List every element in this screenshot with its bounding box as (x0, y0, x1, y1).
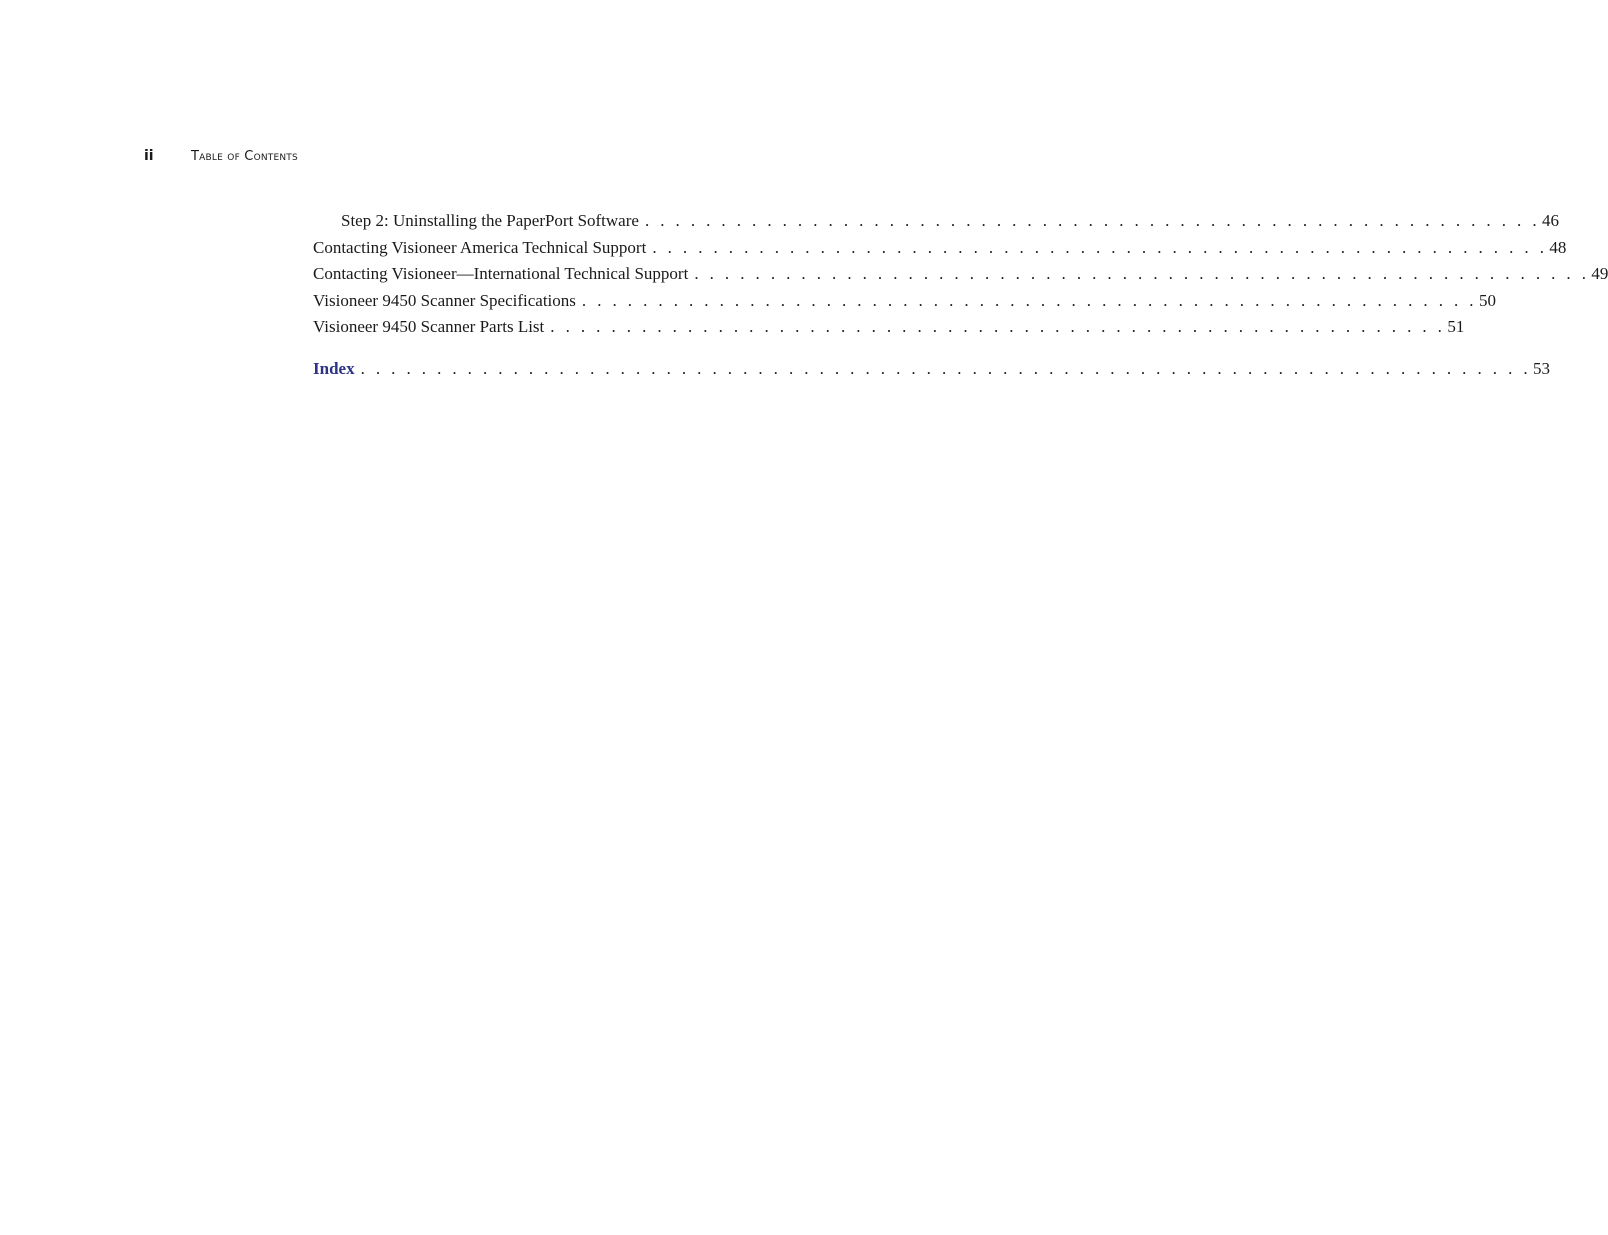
toc-dot-leader: . . . . . . . . . . . . . . . . . . . . . . . . . . . . . . . . . . . . . . . . . . . . . . . . . . . . . . . . . . . (694, 264, 1590, 284)
toc-entry-page: 51 (1447, 317, 1465, 337)
toc-entry-label: Visioneer 9450 Scanner Specifications (313, 290, 576, 310)
toc-entry-america-support[interactable] (313, 235, 1567, 262)
toc-entry-international-support[interactable] (313, 261, 1608, 288)
toc-dot-leader: . . . . . . . . . . . . . . . . . . . . . . . . . . . . . . . . . . . . . . . . . . . . . . . . . . . . . . . . . . . (581, 290, 1477, 310)
page-number: ii (144, 148, 154, 164)
toc-entry-page: 53 (1533, 358, 1551, 378)
toc-dot-leader: . . . . . . . . . . . . . . . . . . . . . . . . . . . . . . . . . . . . . . . . . . . . . . . . . . . . . . . . . . . (644, 211, 1540, 230)
toc-entry-label: Index (313, 358, 355, 378)
toc-dot-leader: . . . . . . . . . . . . . . . . . . . . . . . . . . . . . . . . . . . . . . . . . . . . . . . . . . . . . . . . . . . . . . . . . . . . . . . . . . . . . (360, 358, 1532, 378)
toc-dot-leader: . . . . . . . . . . . . . . . . . . . . . . . . . . . . . . . . . . . . . . . . . . . . . . . . . . . . . . . . . . . (550, 317, 1446, 337)
toc-dot-leader: . . . . . . . . . . . . . . . . . . . . . . . . . . . . . . . . . . . . . . . . . . . . . . . . . . . . . . . . . . . (652, 237, 1548, 257)
toc-entry-uninstall-paperport[interactable] (313, 208, 1559, 235)
toc-entry-page: 49 (1591, 264, 1608, 284)
toc-entry-page: 46 (1542, 211, 1559, 230)
toc-entry-label: Contacting Visioneer America Technical Support (313, 237, 647, 257)
table-of-contents (313, 208, 1608, 383)
toc-entry-page: 48 (1549, 237, 1567, 257)
toc-entry-scanner-specifications[interactable] (313, 288, 1496, 315)
toc-entry-label: Visioneer 9450 Scanner Parts List (313, 317, 545, 337)
toc-entry-label: Step 2: Uninstalling the PaperPort Software (341, 211, 639, 230)
toc-entry-index[interactable] (313, 356, 1551, 383)
page-header (144, 148, 298, 168)
toc-entry-label: Contacting Visioneer—International Technical Support (313, 264, 689, 284)
toc-entry-scanner-parts-list[interactable] (313, 314, 1465, 341)
toc-entry-page: 50 (1478, 290, 1496, 310)
running-title: Table of Contents (191, 149, 298, 164)
